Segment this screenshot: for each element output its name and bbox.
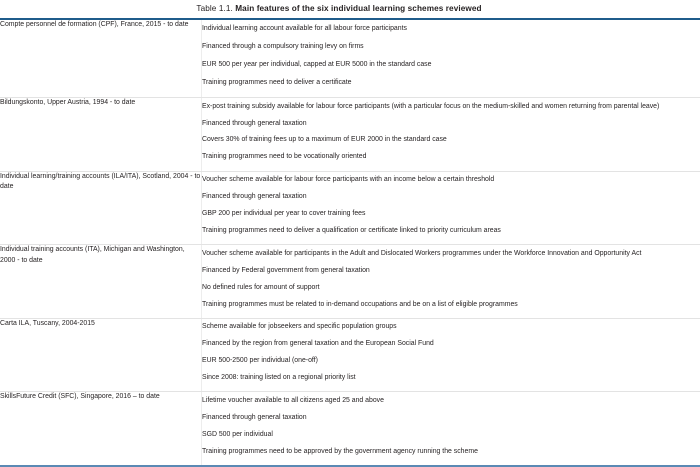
table-caption (0, 0, 700, 18)
feature-item: Training programmes need to be vocationally oriented (202, 153, 367, 161)
feature-item: Financed through general taxation (202, 413, 307, 421)
feature-item: Covers 30% of training fees up to a maximum of EUR 2000 in the standard case (202, 136, 447, 144)
feature-item: Training programmes need to deliver a qualification or certificate linked to priority curriculum areas (202, 227, 501, 235)
feature-item: SGD 500 per individual (202, 430, 273, 438)
feature-item: GBP 200 per individual per year to cover training fees (202, 210, 366, 218)
table-container (0, 18, 700, 467)
feature-list (202, 20, 700, 92)
table-row (0, 392, 700, 465)
feature-list (202, 98, 700, 166)
scheme-features-cell (202, 171, 700, 245)
feature-item: Financed through a compulsory training levy on firms (202, 43, 364, 50)
feature-item: Lifetime voucher available to all citizens aged 25 and above (202, 396, 384, 404)
scheme-features-cell (202, 318, 700, 392)
feature-item: EUR 500 per year per individual, capped at EUR 5000 in the standard case (202, 61, 432, 68)
feature-item: No defined rules for amount of support (202, 283, 320, 291)
feature-list (202, 172, 700, 240)
feature-list (202, 392, 700, 460)
feature-item: EUR 500-2500 per individual (one-off) (202, 357, 318, 365)
feature-item: Individual learning account available for all labour force participants (202, 25, 407, 32)
feature-list (202, 319, 700, 387)
table-caption-title: Main features of the six individual learning schemes reviewed (235, 4, 482, 13)
feature-item: Voucher scheme available for participants in the Adult and Dislocated Workers programmes under the Workforce Innovation and Opportunity Act (202, 249, 642, 257)
scheme-name-cell: Carta ILA, Tuscany, 2004-2015 (0, 318, 202, 392)
table-row (0, 171, 700, 245)
table-row (0, 318, 700, 392)
table-row (0, 245, 700, 319)
table-body (0, 20, 700, 465)
feature-item: Financed by Federal government from general taxation (202, 266, 370, 274)
table-row (0, 97, 700, 171)
feature-item: Scheme available for jobseekers and specific population groups (202, 323, 397, 331)
scheme-features-cell (202, 20, 700, 97)
scheme-features-cell (202, 392, 700, 465)
feature-item: Voucher scheme available for labour force participants with an income below a certain threshold (202, 176, 495, 184)
feature-item: Ex-post training subsidy available for labour force participants (with a particular focus on the medium-skilled and women returning from parental leave) (202, 102, 660, 110)
table-row (0, 20, 700, 97)
scheme-features-cell (202, 245, 700, 319)
scheme-name-cell: SkillsFuture Credit (SFC), Singapore, 2016 – to date (0, 392, 202, 465)
feature-item: Training programmes must be related to in-demand occupations and be on a list of eligible programmes (202, 300, 518, 308)
feature-item: Financed by the region from general taxation and the European Social Fund (202, 340, 434, 348)
feature-item: Training programmes need to be approved by the government agency running the scheme (202, 447, 478, 455)
feature-item: Financed through general taxation (202, 193, 307, 201)
feature-item: Since 2008: training listed on a regional priority list (202, 374, 356, 382)
scheme-features-cell (202, 97, 700, 171)
scheme-name-cell: Compte personnel de formation (CPF), France, 2015 - to date (0, 20, 202, 97)
scheme-name-cell: Individual training accounts (ITA), Michigan and Washington, 2000 - to date (0, 245, 202, 319)
scheme-name-cell: Bildungskonto, Upper Austria, 1994 - to date (0, 97, 202, 171)
feature-list (202, 245, 700, 313)
features-table (0, 20, 700, 465)
table-caption-number: Table 1.1. (196, 4, 233, 13)
scheme-name-cell: Individual learning/training accounts (ILA/ITA), Scotland, 2004 - to date (0, 171, 202, 245)
feature-item: Training programmes need to deliver a certificate (202, 79, 352, 86)
feature-item: Financed through general taxation (202, 119, 307, 127)
